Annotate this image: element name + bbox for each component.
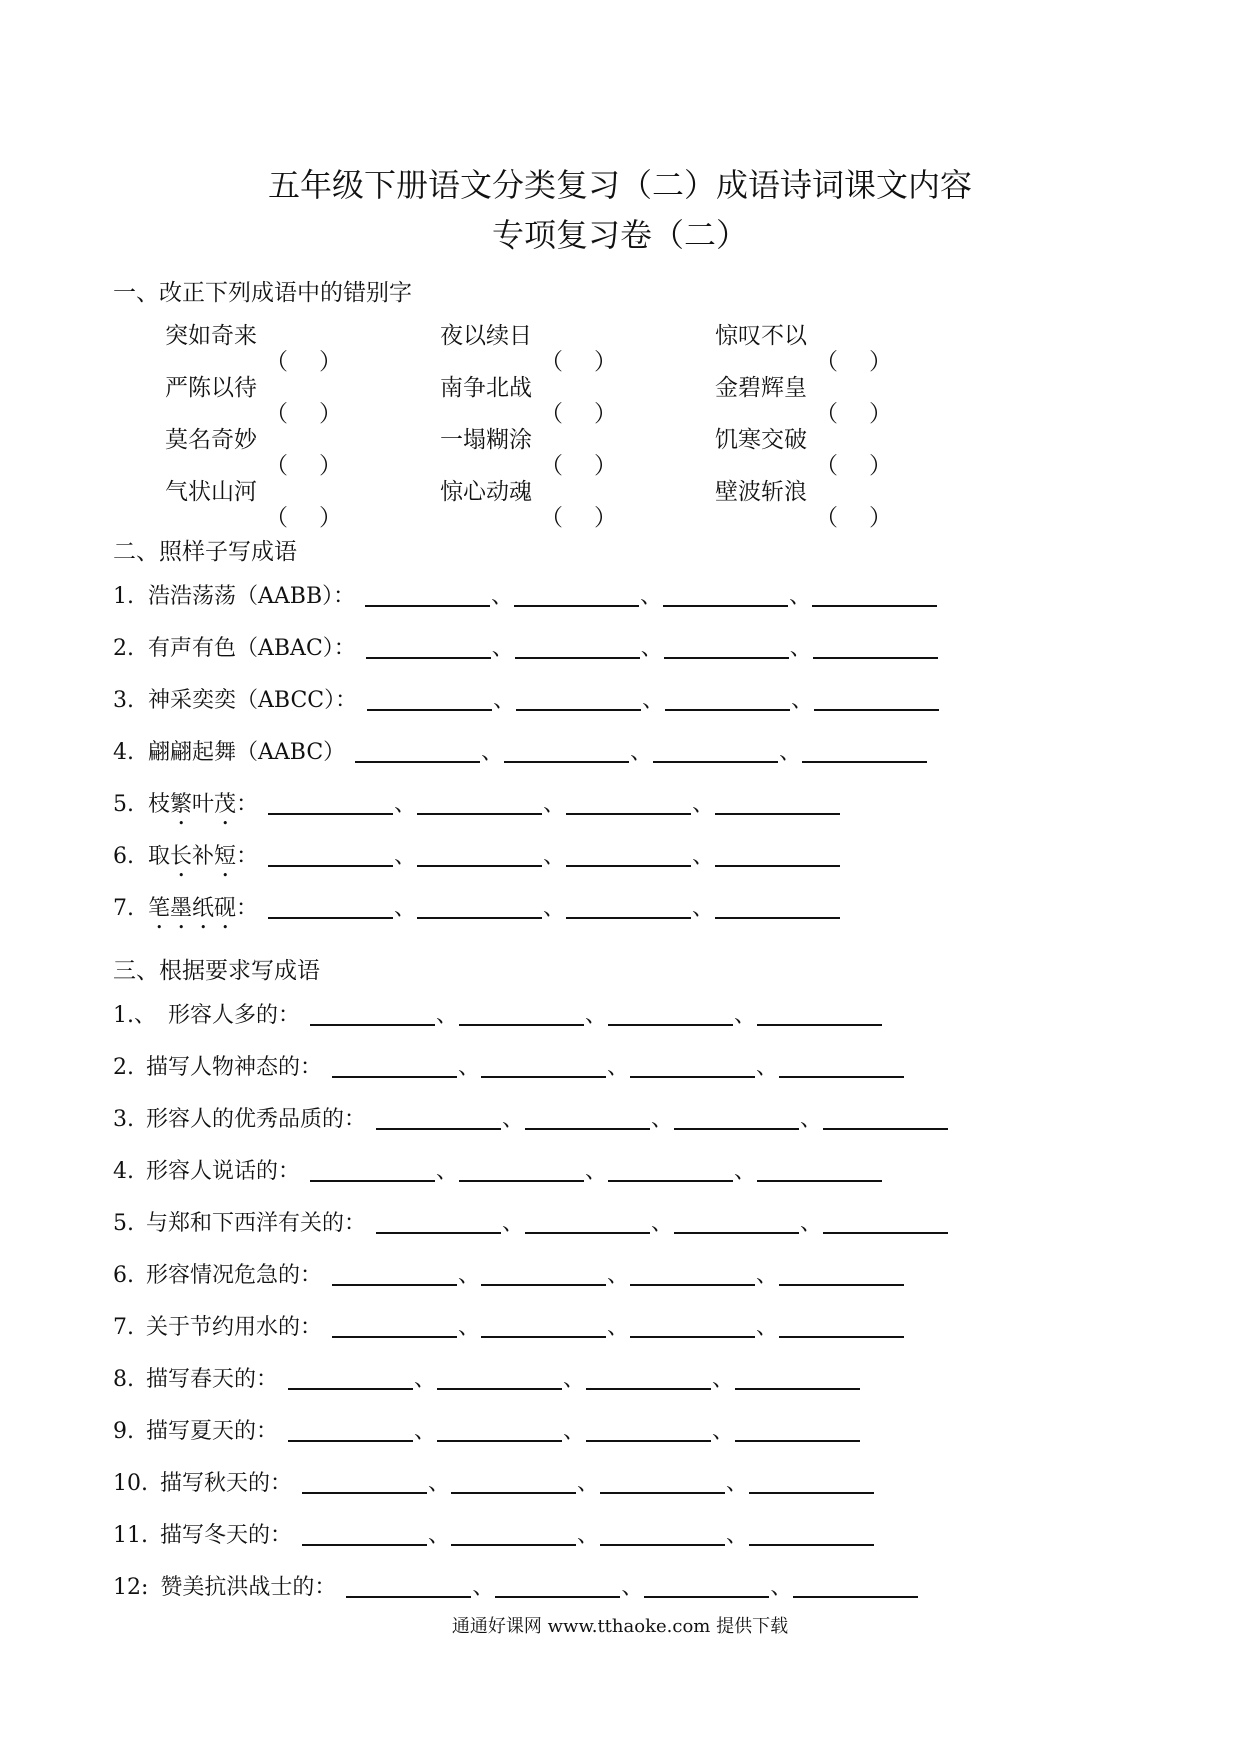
separator: 、 — [712, 1419, 735, 1444]
page-subtitle: 专项复习卷（二） — [491, 216, 748, 254]
close-paren: ） — [869, 453, 892, 479]
separator: 、 — [770, 1575, 793, 1600]
separator: 、 — [577, 1471, 600, 1496]
separator: 、 — [543, 896, 566, 921]
idiom-text: 饥寒交破 — [715, 427, 807, 453]
answer-blank[interactable] — [735, 1366, 860, 1390]
answer-blank[interactable] — [823, 1210, 948, 1234]
close-paren: ） — [319, 453, 342, 479]
answer-blank[interactable] — [663, 583, 788, 607]
answer-blank[interactable] — [586, 1418, 711, 1442]
answer-blank[interactable] — [674, 1210, 799, 1234]
answer-blank[interactable] — [802, 739, 927, 763]
answer-blank[interactable] — [332, 1054, 457, 1078]
item-number: 7. — [113, 896, 134, 921]
answer-blank[interactable] — [451, 1470, 576, 1494]
item-number: 6. — [113, 844, 134, 869]
answer-blank[interactable] — [600, 1470, 725, 1494]
separator: 、 — [428, 1471, 451, 1496]
separator: 、 — [756, 1315, 779, 1340]
answer-blank[interactable] — [451, 1522, 576, 1546]
close-paren: ） — [594, 453, 617, 479]
prompt-text: 关于节约用水的： — [146, 1315, 323, 1340]
answer-blank[interactable] — [653, 739, 778, 763]
prompt-char: ： — [236, 844, 259, 869]
idiom-text: 惊心动魂 — [440, 479, 532, 505]
open-paren: （ — [265, 505, 288, 531]
answer-blank[interactable] — [665, 687, 790, 711]
idiom-text: 惊叹不以 — [715, 323, 807, 349]
separator: 、 — [394, 792, 417, 817]
answer-blank[interactable] — [417, 895, 542, 919]
separator: 、 — [800, 1107, 823, 1132]
item-number: 3. — [113, 688, 134, 713]
exercise-row — [113, 891, 840, 934]
idiom-text: 夜以续日 — [440, 323, 532, 349]
separator: 、 — [414, 1419, 437, 1444]
answer-blank[interactable] — [417, 791, 542, 815]
answer-blank[interactable] — [365, 583, 490, 607]
open-paren: （ — [265, 453, 288, 479]
exercise-row — [113, 1518, 874, 1549]
answer-blank[interactable] — [268, 791, 393, 815]
separator: 、 — [734, 1159, 757, 1184]
prompt-char: 取 — [148, 844, 171, 869]
answer-blank[interactable] — [515, 635, 640, 659]
exercise-row — [113, 839, 840, 882]
prompt-text: 翩翩起舞（AABC） — [148, 740, 346, 765]
prompt-char: ： — [236, 792, 259, 817]
answer-blank[interactable] — [757, 1158, 882, 1182]
answer-blank[interactable] — [514, 583, 639, 607]
idiom-text: 壁波斩浪 — [715, 479, 807, 505]
item-number: 4. — [113, 1159, 134, 1184]
answer-blank[interactable] — [332, 1262, 457, 1286]
answer-blank[interactable] — [566, 895, 691, 919]
prompt-text: 形容人说话的： — [146, 1159, 301, 1184]
separator: 、 — [491, 584, 514, 609]
separator: 、 — [789, 636, 812, 661]
close-paren: ） — [594, 401, 617, 427]
separator: 、 — [585, 1159, 608, 1184]
separator: 、 — [458, 1055, 481, 1080]
separator: 、 — [543, 792, 566, 817]
item-number: 1. — [113, 584, 134, 609]
answer-blank[interactable] — [302, 1522, 427, 1546]
answer-blank[interactable] — [674, 1106, 799, 1130]
item-number: 5. — [113, 1211, 134, 1236]
separator: 、 — [394, 844, 417, 869]
prompt-text: 形容人的优秀品质的： — [146, 1107, 367, 1132]
answer-blank[interactable] — [332, 1314, 457, 1338]
close-paren: ） — [594, 505, 617, 531]
separator: 、 — [502, 1107, 525, 1132]
correction-row — [165, 421, 1065, 479]
idiom-text: 南争北战 — [440, 375, 532, 401]
prompt-text: 赞美抗洪战士的： — [160, 1575, 337, 1600]
exercise-row — [113, 735, 927, 766]
separator: 、 — [692, 792, 715, 817]
answer-blank[interactable] — [814, 687, 939, 711]
exercise-row — [113, 1206, 948, 1237]
prompt-colon: ： — [236, 896, 259, 921]
exercise-row — [113, 1362, 860, 1393]
answer-blank[interactable] — [310, 1158, 435, 1182]
separator: 、 — [472, 1575, 495, 1600]
answer-blank[interactable] — [586, 1366, 711, 1390]
answer-blank[interactable] — [459, 1158, 584, 1182]
correction-item — [165, 369, 342, 427]
exercise-row — [113, 579, 937, 610]
correction-item — [440, 369, 617, 427]
close-paren: ） — [319, 505, 342, 531]
answer-blank[interactable] — [355, 739, 480, 763]
close-paren: ） — [869, 349, 892, 375]
close-paren: ） — [319, 349, 342, 375]
separator: 、 — [712, 1367, 735, 1392]
close-paren: ） — [869, 401, 892, 427]
prompt-text: 描写人物神态的： — [146, 1055, 323, 1080]
separator: 、 — [621, 1575, 644, 1600]
prompt-text: 描写冬天的： — [160, 1523, 293, 1548]
correction-item — [715, 317, 892, 375]
open-paren: （ — [815, 453, 838, 479]
separator: 、 — [481, 740, 504, 765]
item-number: 2. — [113, 636, 134, 661]
section-3-heading: 三、根据要求写成语 — [113, 958, 320, 984]
answer-blank[interactable] — [504, 739, 629, 763]
separator: 、 — [640, 584, 663, 609]
separator: 、 — [436, 1159, 459, 1184]
separator: 、 — [726, 1471, 749, 1496]
idiom-text: 一塌糊涂 — [440, 427, 532, 453]
separator: 、 — [692, 844, 715, 869]
separator: 、 — [640, 636, 663, 661]
correction-item — [165, 317, 342, 375]
exercise-row — [113, 998, 882, 1029]
answer-blank[interactable] — [630, 1054, 755, 1078]
answer-blank[interactable] — [823, 1106, 948, 1130]
prompt-char: 繁 — [170, 792, 193, 817]
prompt-text: 描写秋天的： — [160, 1471, 293, 1496]
correction-item — [440, 421, 617, 479]
separator: 、 — [607, 1263, 630, 1288]
exercise-row — [113, 1414, 860, 1445]
separator: 、 — [428, 1523, 451, 1548]
answer-blank[interactable] — [346, 1574, 471, 1598]
separator: 、 — [779, 740, 802, 765]
exercise-row — [113, 1466, 874, 1497]
correction-row — [165, 473, 1065, 531]
open-paren: （ — [815, 401, 838, 427]
separator: 、 — [651, 1211, 674, 1236]
separator: 、 — [436, 1003, 459, 1028]
open-paren: （ — [265, 349, 288, 375]
section-1-heading: 一、改正下列成语中的错别字 — [113, 280, 412, 306]
correction-item — [440, 317, 617, 375]
prompt-char: 长 — [170, 844, 193, 869]
item-number: 3. — [113, 1107, 134, 1132]
correction-item — [715, 473, 892, 531]
exercise-row — [113, 1258, 904, 1289]
correction-item — [165, 421, 342, 479]
separator: 、 — [607, 1055, 630, 1080]
answer-blank[interactable] — [566, 843, 691, 867]
answer-blank[interactable] — [525, 1210, 650, 1234]
close-paren: ） — [319, 401, 342, 427]
idiom-text: 突如奇来 — [165, 323, 257, 349]
answer-blank[interactable] — [664, 635, 789, 659]
prompt-text: 有声有色（ABAC）： — [148, 636, 356, 661]
prompt-char: 叶 — [192, 792, 215, 817]
prompt-text: 浩浩荡荡（AABB）： — [148, 584, 356, 609]
separator: 、 — [563, 1419, 586, 1444]
exercise-row — [113, 1102, 948, 1133]
answer-blank[interactable] — [268, 843, 393, 867]
prompt-text: 与郑和下西洋有关的： — [146, 1211, 367, 1236]
answer-blank[interactable] — [437, 1418, 562, 1442]
separator: 、 — [458, 1263, 481, 1288]
separator: 、 — [607, 1315, 630, 1340]
prompt-text: 笔墨纸砚 — [148, 896, 237, 921]
separator: 、 — [414, 1367, 437, 1392]
separator: 、 — [577, 1523, 600, 1548]
separator: 、 — [394, 896, 417, 921]
separator: 、 — [789, 584, 812, 609]
exercise-row — [113, 787, 840, 830]
answer-blank[interactable] — [566, 791, 691, 815]
separator: 、 — [756, 1055, 779, 1080]
prompt-text: 形容情况危急的： — [146, 1263, 323, 1288]
prompt-text: 描写夏天的： — [146, 1419, 279, 1444]
prompt-char: 短 — [214, 844, 237, 869]
correction-item — [165, 473, 342, 531]
separator: 、 — [630, 740, 653, 765]
item-number: 12: — [113, 1575, 149, 1600]
exercise-row — [113, 1310, 904, 1341]
answer-blank[interactable] — [644, 1574, 769, 1598]
prompt-text: 神采奕奕（ABCC）： — [148, 688, 358, 713]
separator: 、 — [543, 844, 566, 869]
answer-blank[interactable] — [793, 1574, 918, 1598]
answer-blank[interactable] — [813, 635, 938, 659]
answer-blank[interactable] — [812, 583, 937, 607]
separator: 、 — [458, 1315, 481, 1340]
exercise-row — [113, 1050, 904, 1081]
answer-blank[interactable] — [516, 687, 641, 711]
prompt-char: 枝 — [148, 792, 171, 817]
close-paren: ） — [869, 505, 892, 531]
answer-blank[interactable] — [715, 895, 840, 919]
answer-blank[interactable] — [268, 895, 393, 919]
answer-blank[interactable] — [749, 1522, 874, 1546]
answer-blank[interactable] — [715, 843, 840, 867]
exercise-row — [113, 1154, 882, 1185]
close-paren: ） — [594, 349, 617, 375]
prompt-char: 补 — [192, 844, 215, 869]
answer-blank[interactable] — [376, 1106, 501, 1130]
open-paren: （ — [540, 401, 563, 427]
correction-item — [715, 421, 892, 479]
item-number: 5. — [113, 792, 134, 817]
item-number: 11. — [113, 1523, 148, 1548]
answer-blank[interactable] — [366, 635, 491, 659]
correction-row — [165, 369, 1065, 427]
item-number: 1.、 — [113, 1003, 156, 1028]
page-title: 五年级下册语文分类复习（二）成语诗词课文内容 — [267, 166, 972, 204]
answer-blank[interactable] — [310, 1002, 435, 1026]
separator: 、 — [756, 1263, 779, 1288]
correction-item — [440, 473, 617, 531]
idiom-text: 气状山河 — [165, 479, 257, 505]
item-number: 9. — [113, 1419, 134, 1444]
idiom-text: 金碧辉皇 — [715, 375, 807, 401]
item-number: 4. — [113, 740, 134, 765]
answer-blank[interactable] — [437, 1366, 562, 1390]
correction-item — [715, 369, 892, 427]
answer-blank[interactable] — [367, 687, 492, 711]
answer-blank[interactable] — [715, 791, 840, 815]
exercise-row — [113, 631, 938, 662]
item-number: 8. — [113, 1367, 134, 1392]
separator: 、 — [791, 688, 814, 713]
answer-blank[interactable] — [481, 1262, 606, 1286]
open-paren: （ — [265, 401, 288, 427]
open-paren: （ — [540, 453, 563, 479]
answer-blank[interactable] — [495, 1574, 620, 1598]
answer-blank[interactable] — [779, 1314, 904, 1338]
exercise-row — [113, 1570, 918, 1601]
open-paren: （ — [540, 505, 563, 531]
answer-blank[interactable] — [459, 1002, 584, 1026]
answer-blank[interactable] — [302, 1470, 427, 1494]
section-2-heading: 二、照样子写成语 — [113, 539, 297, 565]
separator: 、 — [800, 1211, 823, 1236]
item-number: 10. — [113, 1471, 148, 1496]
answer-blank[interactable] — [757, 1002, 882, 1026]
prompt-char: 茂 — [214, 792, 237, 817]
answer-blank[interactable] — [481, 1054, 606, 1078]
open-paren: （ — [815, 349, 838, 375]
exercise-row — [113, 683, 939, 714]
answer-blank[interactable] — [288, 1366, 413, 1390]
answer-blank[interactable] — [630, 1314, 755, 1338]
separator: 、 — [502, 1211, 525, 1236]
idiom-text: 莫名奇妙 — [165, 427, 257, 453]
answer-blank[interactable] — [481, 1314, 606, 1338]
item-number: 2. — [113, 1055, 134, 1080]
answer-blank[interactable] — [288, 1418, 413, 1442]
answer-blank[interactable] — [417, 843, 542, 867]
separator: 、 — [585, 1003, 608, 1028]
answer-blank[interactable] — [630, 1262, 755, 1286]
separator: 、 — [651, 1107, 674, 1132]
separator: 、 — [563, 1367, 586, 1392]
answer-blank[interactable] — [608, 1158, 733, 1182]
answer-blank[interactable] — [749, 1470, 874, 1494]
separator: 、 — [692, 896, 715, 921]
answer-blank[interactable] — [779, 1054, 904, 1078]
open-paren: （ — [815, 505, 838, 531]
prompt-text: 形容人多的： — [168, 1003, 301, 1028]
separator: 、 — [726, 1523, 749, 1548]
footer-text: 通通好课网 www.tthaoke.com 提供下载 — [451, 1616, 789, 1637]
item-number: 6. — [113, 1263, 134, 1288]
item-number: 7. — [113, 1315, 134, 1340]
answer-blank[interactable] — [779, 1262, 904, 1286]
correction-row — [165, 317, 1065, 375]
open-paren: （ — [540, 349, 563, 375]
separator: 、 — [493, 688, 516, 713]
answer-blank[interactable] — [735, 1418, 860, 1442]
answer-blank[interactable] — [600, 1522, 725, 1546]
idiom-text: 严陈以待 — [165, 375, 257, 401]
answer-blank[interactable] — [608, 1002, 733, 1026]
separator: 、 — [642, 688, 665, 713]
answer-blank[interactable] — [376, 1210, 501, 1234]
separator: 、 — [491, 636, 514, 661]
answer-blank[interactable] — [525, 1106, 650, 1130]
separator: 、 — [734, 1003, 757, 1028]
prompt-text: 描写春天的： — [146, 1367, 279, 1392]
